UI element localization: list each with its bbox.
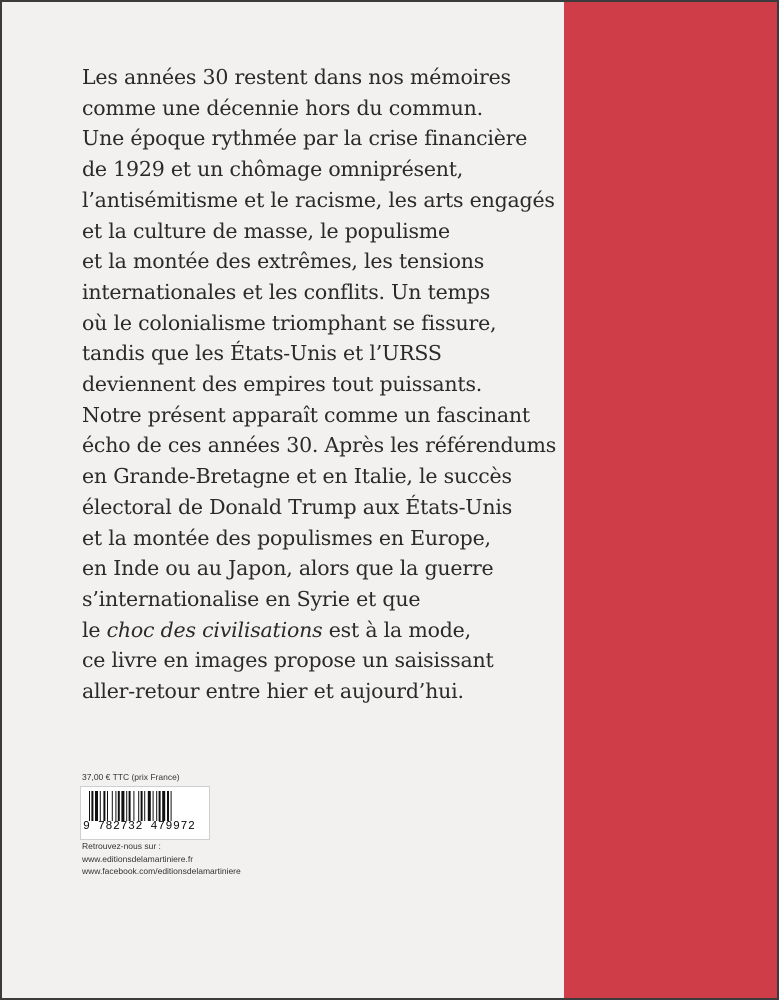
blurb-line-choc <box>82 615 562 646</box>
barcode-bar <box>138 791 139 821</box>
barcode-bar <box>159 791 161 821</box>
website-link[interactable]: www.editionsdelamartiniere.fr <box>82 853 194 864</box>
blurb-line: internationales et les conflits. Un temps <box>82 279 491 304</box>
barcode-bar <box>121 791 124 821</box>
barcode-bar <box>162 791 165 821</box>
barcode-bars <box>89 791 201 821</box>
blurb-line: Notre présent apparaît comme un fascinant <box>82 402 530 427</box>
barcode-bar <box>144 791 145 821</box>
blurb-line: en Grande-Bretagne et en Italie, le succès <box>82 464 512 489</box>
blurb-text <box>82 62 562 707</box>
price-label: 37,00 € TTC (prix France) <box>82 772 180 782</box>
barcode-bar <box>126 791 127 821</box>
blurb-line: Une époque rythmée par la crise financière <box>82 126 528 151</box>
barcode-bar <box>133 791 134 821</box>
barcode-bar <box>118 791 120 821</box>
blurb-line: aller-retour entre hier et aujourd’hui. <box>82 679 464 704</box>
blurb-choc-italic: choc des civilisations <box>106 617 323 642</box>
barcode-bar <box>107 791 108 821</box>
blurb-line: et la montée des populismes en Europe, <box>82 525 491 550</box>
isbn-barcode <box>80 786 210 840</box>
blurb-line: s’internationalise en Syrie et que <box>82 586 421 611</box>
facebook-link[interactable]: www.facebook.com/editionsdelamartiniere <box>82 866 241 876</box>
blurb-line: en Inde ou au Japon, alors que la guerre <box>82 556 494 581</box>
blurb-line: et la culture de masse, le populisme <box>82 218 450 243</box>
barcode-bar <box>167 791 169 821</box>
isbn-digits: 9 782732 479972 <box>83 820 196 833</box>
barcode-bar <box>153 791 154 821</box>
blurb-line: l’antisémitisme et le racisme, les arts engagés <box>82 187 555 212</box>
blurb-line: électoral de Donald Trump aux États-Unis <box>82 494 513 519</box>
barcode-bar <box>115 791 116 821</box>
blurb-choc-suffix: est à la mode, <box>322 617 471 642</box>
find-us-block <box>82 840 241 878</box>
blurb-line: deviennent des empires tout puissants. <box>82 372 483 397</box>
blurb-choc-prefix: le <box>82 617 107 642</box>
barcode-bar <box>95 791 98 821</box>
barcode-bar <box>91 791 93 821</box>
barcode-bar <box>141 791 143 821</box>
red-band <box>564 2 779 1000</box>
barcode-bar <box>148 791 151 821</box>
barcode-bar <box>129 791 131 821</box>
barcode-bar <box>100 791 101 821</box>
blurb-line: écho de ces années 30. Après les référendums <box>82 433 557 458</box>
blurb-line: et la montée des extrêmes, les tensions <box>82 249 485 274</box>
blurb-line: comme une décennie hors du commun. <box>82 95 483 120</box>
blurb-line: Les années 30 restent dans nos mémoires <box>82 65 511 89</box>
barcode-bar <box>171 791 172 821</box>
barcode-bar <box>156 791 157 821</box>
blurb-line: où le colonialisme triomphant se fissure, <box>82 310 497 335</box>
barcode-bar <box>103 791 105 821</box>
barcode-bar <box>112 791 113 821</box>
find-us-label: Retrouvez-nous sur : <box>82 841 161 851</box>
blurb-line: de 1929 et un chômage omniprésent, <box>82 157 464 182</box>
blurb-line: tandis que les États-Unis et l’URSS <box>82 341 442 366</box>
blurb-line: ce livre en images propose un saisissant <box>82 648 494 673</box>
barcode-bar <box>89 791 90 821</box>
